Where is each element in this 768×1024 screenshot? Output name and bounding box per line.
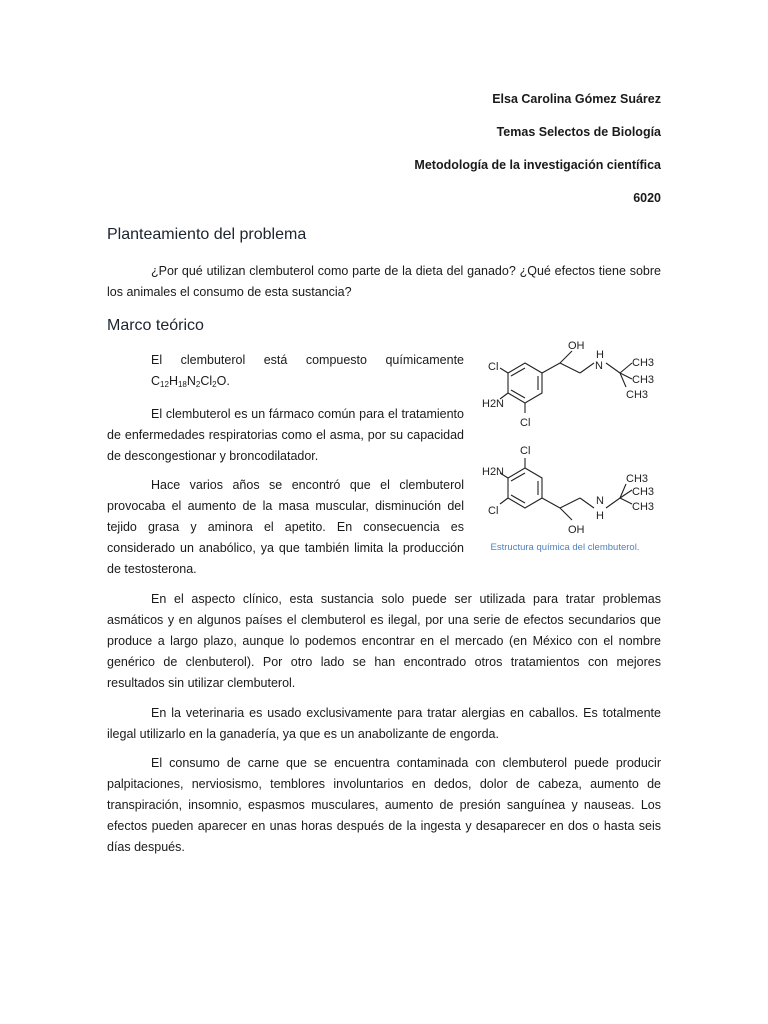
theory-paragraph-3: Hace varios años se encontró que el clembuterol provocaba el aumento de la masa muscular, disminución del tejido grasa y aminora el apetito. En consecuencia es considerado un anabólico, ya que también limita la producción de testosterona. xyxy=(107,478,464,576)
label-ch3-e: CH3 xyxy=(632,486,655,498)
theory-paragraph-2: El clembuterol es un fármaco común para el tratamiento de enfermedades respiratorias como el asma, por su capacidad de descongestionar y broncodilatador. xyxy=(107,407,464,463)
label-cl-b: Cl xyxy=(520,417,531,429)
label-n-2: N xyxy=(596,495,604,507)
label-ch3-a: CH3 xyxy=(632,357,655,369)
label-h2n: H2N xyxy=(482,398,505,410)
label-oh-2: OH xyxy=(568,524,585,536)
label-ch3-f: CH3 xyxy=(632,501,655,513)
label-cl-a: Cl xyxy=(488,361,499,373)
theory-paragraph-4: En el aspecto clínico, esta sustancia solo puede ser utilizada para tratar problemas asmáticos y en algunos países el clembuterol es ilegal, por una serie de efectos secundarios que produce a largo plazo, aunque lo podemos encontrar en el mercado (en México con el nombre genérico de clenbuterol). Por otro lado se han encontrado otros tratamientos con mejores resultados sin utilizar clembuterol. xyxy=(107,592,661,690)
label-ch3-b: CH3 xyxy=(632,374,655,386)
problem-paragraph: ¿Por qué utilizan clembuterol como parte de la dieta del ganado? ¿Qué efectos tiene sobre los animales el consumo de esta sustancia? xyxy=(107,264,661,299)
author-name: Elsa Carolina Gómez Suárez xyxy=(492,92,661,106)
group-number: 6020 xyxy=(633,191,661,205)
label-oh: OH xyxy=(568,340,585,352)
theory-paragraph-6: El consumo de carne que se encuentra contaminada con clembuterol puede producir palpitaciones, nerviosismo, temblores involuntarios en dedos, dolor de cabeza, aumento de transpiración, insomnio, espasmos musculares, aumento de presión sanguínea y nauseas. Los efectos pueden aparecer en unas horas después de la ingesta y desaparecer en dos o hasta seis días después. xyxy=(107,756,661,854)
theory-paragraph-1-line: El clembuterol está compuesto químicamente xyxy=(151,353,464,367)
section-heading-theory: Marco teórico xyxy=(107,317,204,334)
course-name: Temas Selectos de Biología xyxy=(496,125,661,139)
label-h-2: H xyxy=(596,510,604,522)
theory-paragraph-5: En la veterinaria es usado exclusivamente para tratar alergias en caballos. Es totalmente ilegal utilizarlo en la ganadería, ya que es un anabolizante de engorda. xyxy=(107,706,661,741)
chemical-formula: $C_{12}H_{18}N_2Cl_2O$. xyxy=(151,374,230,389)
label-n: N xyxy=(595,360,603,372)
figure-caption: Estructura química del clembuterol. xyxy=(490,542,640,553)
label-h: H xyxy=(596,349,604,361)
label-ch3-d: CH3 xyxy=(626,473,649,485)
clenbuterol-structure-bottom xyxy=(480,440,665,540)
label-cl-c: Cl xyxy=(520,445,531,457)
section-heading-problem: Planteamiento del problema xyxy=(107,226,307,243)
clenbuterol-structure-top xyxy=(480,335,665,435)
label-cl-d: Cl xyxy=(488,505,499,517)
subject-name: Metodología de la investigación científica xyxy=(414,158,661,172)
label-h2n-2: H2N xyxy=(482,466,505,478)
label-ch3-c: CH3 xyxy=(626,389,649,401)
